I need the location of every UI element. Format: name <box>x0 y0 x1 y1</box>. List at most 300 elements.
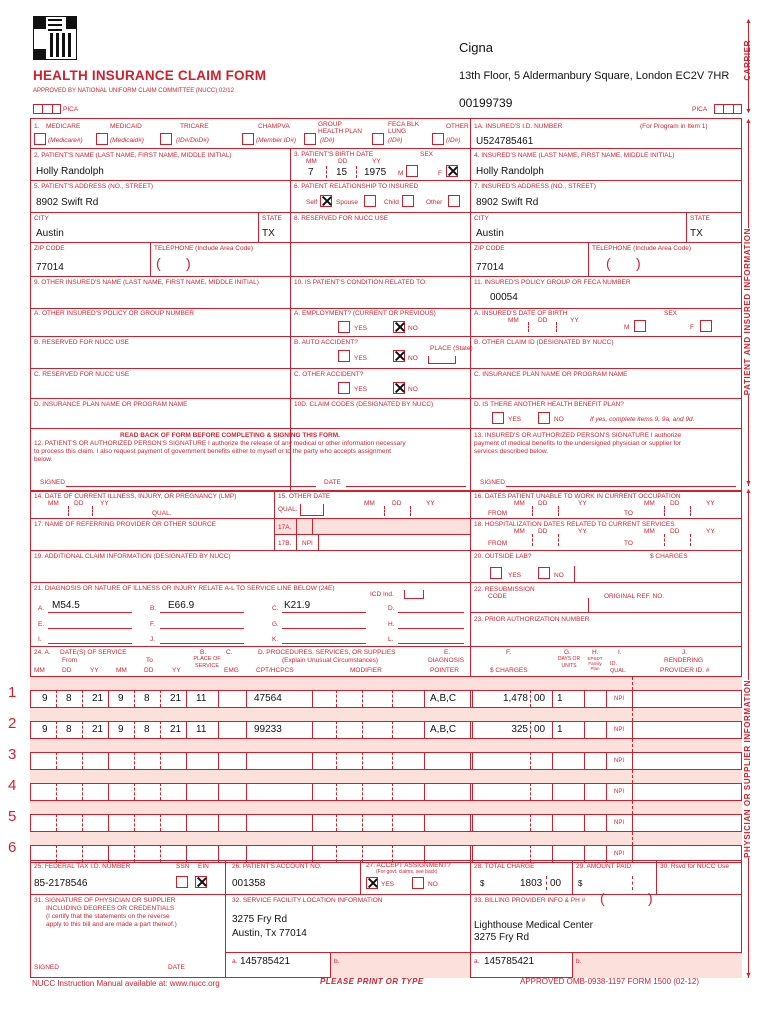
diag-code-b[interactable]: E66.9 <box>168 600 195 611</box>
accept-no-label: NO <box>428 881 438 888</box>
box11-label: 11. INSURED'S POLICY GROUP OR FECA NUMBER <box>474 279 631 286</box>
diag-letter-c: C. <box>272 605 279 612</box>
box11a-label: A. INSURED'S DATE OF BIRTH <box>474 310 568 317</box>
champva-label: CHAMPVA <box>258 123 290 130</box>
box7-zip-label: ZIP CODE <box>474 245 505 252</box>
box14-mm: MM <box>48 500 59 507</box>
physician-side-label: PHYSICIAN OR SUPPLIER INFORMATION <box>743 680 752 858</box>
box17a-label: 17A. <box>278 524 292 531</box>
box9d-label: D. INSURANCE PLAN NAME OR PROGRAM NAME <box>34 401 188 408</box>
box10b-label: B. AUTO ACCIDENT? <box>294 339 358 346</box>
b24-cpt-label: CPT/HCPCS <box>256 667 294 674</box>
box14-qual: QUAL. <box>152 510 172 517</box>
accept-yes-checkbox[interactable] <box>366 877 378 889</box>
box15-mm: MM <box>364 500 375 507</box>
birth-month-value[interactable]: 7 <box>308 167 314 178</box>
b24-c-label: C. <box>226 649 233 656</box>
other-checkbox[interactable] <box>432 133 444 145</box>
b24-provider-id-label: PROVIDER ID. # <box>660 667 710 674</box>
total-charge-cents[interactable]: 00 <box>550 878 562 889</box>
sex-female-checkbox[interactable] <box>446 165 458 177</box>
box18-label: 18. HOSPITALIZATION DATES RELATED TO CURRENT SERVICES <box>474 521 675 528</box>
rel-self-label: Self <box>306 199 318 206</box>
medicaid-checkbox[interactable] <box>96 133 108 145</box>
b24-diag-label: DIAGNOSIS <box>428 657 465 664</box>
patient-name-value[interactable]: Holly Randolph <box>36 166 104 177</box>
b24-yy1: YY <box>90 667 99 674</box>
other-accident-yes-label: YES <box>354 386 368 393</box>
b24-mm1: MM <box>34 667 45 674</box>
service-line-from-dd[interactable]: 8 <box>66 693 72 704</box>
b24-to-label: To <box>146 657 153 664</box>
other-accident-yes-checkbox[interactable] <box>338 382 350 394</box>
service-line-shaded-band <box>30 677 742 690</box>
auto-yes-label: YES <box>354 355 368 362</box>
box26-label: 26. PATIENT'S ACCOUNT NO. <box>232 863 322 870</box>
outside-lab-no-label: NO <box>554 572 564 579</box>
box16-dd2: DD <box>670 500 680 507</box>
box31-date: DATE <box>168 964 185 971</box>
b24-pointer-label: POINTER <box>430 667 459 674</box>
service-line-number: 1 <box>8 684 17 701</box>
insured-state-value[interactable]: TX <box>690 228 703 239</box>
box16-to: TO <box>624 510 633 517</box>
b24-rendering-label: RENDERING <box>664 657 704 664</box>
b24-i-label: I. <box>618 649 622 656</box>
box17b-npi: NPI <box>302 540 313 547</box>
box20-charges: $ CHARGES <box>650 553 688 560</box>
box33a-label: a. <box>474 958 480 965</box>
account-no-value[interactable]: 001358 <box>232 878 266 889</box>
b24-charges-label: $ CHARGES <box>490 667 528 674</box>
diag-letter-f: F. <box>150 621 156 628</box>
box15-dd: DD <box>392 500 402 507</box>
employment-no-checkbox[interactable] <box>393 321 405 333</box>
box3-mm: MM <box>306 158 317 165</box>
box28-dollar: $ <box>480 879 485 888</box>
service-line-shaded-band <box>30 801 742 814</box>
another-plan-no-label: NO <box>554 416 564 423</box>
carrier-label: CARRIER <box>743 40 752 81</box>
medicaid-sub: (Medicaid#) <box>110 137 144 144</box>
box1a-label: 1A. INSURED'S I.D. NUMBER <box>474 123 563 130</box>
box13-text1: 13. INSURED'S OR AUTHORIZED PERSON'S SIGNATURE I authorize <box>474 432 682 439</box>
box1-label: 1. <box>34 123 40 130</box>
patient-street-value[interactable]: 8902 Swift Rd <box>36 197 99 208</box>
box10a-label: A. EMPLOYMENT? (CURRENT OR PREVIOUS) <box>294 310 436 317</box>
auto-no-checkbox[interactable] <box>393 350 405 362</box>
box5-phone-label: TELEPHONE (Include Area Code) <box>154 245 253 252</box>
another-plan-yes-label: YES <box>508 416 522 423</box>
service-line-cpt[interactable]: 99233 <box>254 724 282 735</box>
other-sub: (ID#) <box>446 137 461 144</box>
birth-day-value[interactable]: 15 <box>336 167 348 178</box>
box8-label: 8. RESERVED FOR NUCC USE <box>294 215 389 222</box>
insured-female-checkbox[interactable] <box>700 320 712 332</box>
diag-letter-d: D. <box>388 605 395 612</box>
insured-phone-paren-close: ) <box>636 255 641 271</box>
box16-yy1: YY <box>578 500 587 507</box>
service-line-pointer[interactable]: A,B,C <box>430 724 457 735</box>
service-line-shaded-band <box>30 739 742 752</box>
box18-mm2: MM <box>644 528 655 535</box>
service-line-to-yy[interactable]: 21 <box>170 724 182 735</box>
billing-line2[interactable]: 3275 Fry Rd <box>474 932 530 943</box>
another-plan-note: If yes, complete items 9, 9a, and 9d. <box>590 416 695 423</box>
another-plan-no-checkbox[interactable] <box>538 412 550 424</box>
diag-letter-b: B. <box>150 605 157 612</box>
qr-code-icon <box>33 16 77 60</box>
please-print-text: PLEASE PRINT OR TYPE <box>320 977 424 986</box>
box20-label: 20. OUTSIDE LAB? <box>474 553 532 560</box>
pica-right-boxes <box>714 104 742 114</box>
patient-side-label: PATIENT AND INSURED INFORMATION <box>743 228 752 396</box>
service-line-from-mm[interactable]: 9 <box>42 693 48 704</box>
box25-label: 25. FEDERAL TAX I.D. NUMBER <box>34 863 131 870</box>
box15-label: 15. OTHER DATE <box>278 493 331 500</box>
service-line-number: 2 <box>8 715 17 732</box>
box1a-hint: (For Program in Item 1) <box>640 123 708 130</box>
accept-yes-label: YES <box>381 881 395 888</box>
diag-letter-k: K. <box>272 636 279 643</box>
service-line-units[interactable]: 1 <box>557 693 563 704</box>
box18-mm1: MM <box>514 528 525 535</box>
box31-signed: SIGNED <box>34 964 59 971</box>
service-line-cents[interactable]: 00 <box>534 724 546 735</box>
box4-label: 4. INSURED'S NAME (LAST NAME, FIRST NAME, MIDDLE INITIAL) <box>474 152 675 159</box>
service-line-pointer[interactable]: A,B,C <box>430 693 457 704</box>
box7-phone-label: TELEPHONE (Include Area Code) <box>592 245 691 252</box>
box18-dd1: DD <box>538 528 548 535</box>
b24-epsdt-label: EPSDT Family Plan <box>587 656 603 671</box>
employment-yes-checkbox[interactable] <box>338 321 350 333</box>
b24-dd2: DD <box>144 667 154 674</box>
box10c-label: C. OTHER ACCIDENT? <box>294 371 364 378</box>
feca-sub: (ID#) <box>388 137 403 144</box>
service-line-npi-label: NPI <box>614 820 625 826</box>
box11a-m: M <box>624 324 630 331</box>
payer-address: 13th Floor, 5 Aldermanbury Square, London EC2V 7HR <box>459 70 730 82</box>
service-line-number: 5 <box>8 808 17 825</box>
box22-code: CODE <box>488 593 507 600</box>
auto-yes-checkbox[interactable] <box>338 350 350 362</box>
billing-line1[interactable]: Lighthouse Medical Center <box>474 920 593 931</box>
other-label: OTHER <box>446 123 469 130</box>
service-line-from-dd[interactable]: 8 <box>66 724 72 735</box>
box3-m-label: M <box>398 170 404 177</box>
medicare-label: MEDICARE <box>46 123 81 130</box>
box3-f-label: F <box>438 170 442 177</box>
feca-label: FECA BLK LUNG <box>388 121 420 135</box>
service-line-from-yy[interactable]: 21 <box>92 693 104 704</box>
service-line-npi-label: NPI <box>614 727 625 733</box>
b24-a-label: 24. A. <box>34 649 51 656</box>
box33b-label: b. <box>576 958 582 965</box>
billing-npi-value[interactable]: 145785421 <box>484 956 535 967</box>
rel-child-label: Child <box>384 199 399 206</box>
patient-zip-value[interactable]: 77014 <box>36 262 64 273</box>
rel-spouse-label: Spouse <box>336 199 359 206</box>
service-line-pos[interactable]: 11 <box>196 724 207 735</box>
feca-checkbox[interactable] <box>372 133 384 145</box>
carrier-arrow-up-icon: ▲ <box>745 18 752 25</box>
patient-phone-paren-open: ( <box>156 255 161 271</box>
insured-name-value[interactable]: Holly Randolph <box>476 166 544 177</box>
box18-yy1: YY <box>578 528 587 535</box>
box7-state-label: STATE <box>690 215 710 222</box>
insured-male-checkbox[interactable] <box>634 320 646 332</box>
box3-label: 3. PATIENT'S BIRTH DATE <box>294 151 374 158</box>
service-line-npi-label: NPI <box>614 851 625 857</box>
champva-checkbox[interactable] <box>242 133 254 145</box>
box7-city-label: CITY <box>474 215 489 222</box>
box32b-label: b. <box>334 958 340 965</box>
facility-line2[interactable]: Austin, Tx 77014 <box>232 928 307 939</box>
service-line-cpt[interactable]: 47564 <box>254 693 282 704</box>
other-accident-no-label: NO <box>408 386 418 393</box>
box13-signed: SIGNED <box>480 479 505 486</box>
billing-phone-paren-open: ( <box>600 890 605 906</box>
pica-left-boxes <box>33 104 61 114</box>
rel-other-label: Other <box>426 199 443 206</box>
service-line-units[interactable]: 1 <box>557 724 563 735</box>
rel-child-checkbox[interactable] <box>402 195 414 207</box>
billing-phone-paren-close: ) <box>648 890 653 906</box>
payer-id: 00199739 <box>459 96 513 110</box>
champva-sub: (Member ID#) <box>256 137 297 144</box>
box16-label: 16. DATES PATIENT UNABLE TO WORK IN CURRENT OCCUPATION <box>474 493 681 500</box>
outside-lab-yes-checkbox[interactable] <box>490 567 502 579</box>
box17-label: 17. NAME OF REFERRING PROVIDER OR OTHER SOURCE <box>34 521 217 528</box>
box11a-sex: SEX <box>664 310 678 317</box>
box12-text1: 12. PATIENT'S OR AUTHORIZED PERSON'S SIGNATURE I authorize the release of any medical or other information necessary <box>34 440 406 447</box>
diag-letter-h: H. <box>388 621 395 628</box>
box6-label: 6. PATIENT RELATIONSHIP TO INSURED <box>294 183 419 190</box>
box5-city-label: CITY <box>34 215 49 222</box>
approved-omb-text: APPROVED OMB-0938-1197 FORM 1500 (02-12) <box>520 977 700 986</box>
service-line-cents[interactable]: 00 <box>534 693 546 704</box>
other-accident-no-checkbox[interactable] <box>393 382 405 394</box>
box16-dd1: DD <box>538 500 548 507</box>
box16-from: FROM <box>488 510 508 517</box>
b24-dd1: DD <box>62 667 72 674</box>
employment-yes-label: YES <box>354 325 368 332</box>
patient-arrow-up-icon: ▲ <box>745 118 752 125</box>
service-line-from-mm[interactable]: 9 <box>42 724 48 735</box>
box21-label: 21. DIAGNOSIS OR NATURE OF ILLNESS OR INJURY RELATE A-L TO SERVICE LINE BELOW (24E) <box>34 585 335 592</box>
diag-code-a[interactable]: M54.5 <box>52 600 80 611</box>
box10d-label: 10D. CLAIM CODES (DESIGNATED BY NUCC) <box>294 401 434 408</box>
box16-mm2: MM <box>644 500 655 507</box>
b24-e-label: E. <box>444 649 451 656</box>
box11c-label: C. INSURANCE PLAN NAME OR PROGRAM NAME <box>474 371 628 378</box>
box27-label: 27. ACCEPT ASSIGNMENT? <box>366 862 451 869</box>
box31-line1: 31. SIGNATURE OF PHYSICIAN OR SUPPLIER <box>34 897 176 904</box>
sex-male-checkbox[interactable] <box>406 165 418 177</box>
patient-state-value[interactable]: TX <box>262 228 275 239</box>
another-plan-yes-checkbox[interactable] <box>492 412 504 424</box>
insured-group-value[interactable]: 00054 <box>490 292 518 303</box>
diag-letter-g: G. <box>272 621 279 628</box>
box25-ein: EIN <box>198 863 209 870</box>
b24-j-label: J. <box>682 649 688 656</box>
patient-arrow-down-icon: ▼ <box>745 480 752 487</box>
service-line-shaded-band <box>30 708 742 721</box>
physician-arrow-up-icon: ▲ <box>745 488 752 495</box>
service-line-from-yy[interactable]: 21 <box>92 724 104 735</box>
service-line-to-dd[interactable]: 8 <box>144 693 150 704</box>
service-line-npi-label: NPI <box>614 789 625 795</box>
diag-letter-a: A. <box>38 605 45 612</box>
pica-right-label: PICA <box>692 106 708 113</box>
box12-signed: SIGNED <box>40 479 65 486</box>
box32a-label: a. <box>232 958 238 965</box>
box14-label: 14. DATE OF CURRENT ILLNESS, INJURY, OR PREGNANCY (LMP) <box>34 493 237 500</box>
medicare-sub: (Medicare#) <box>48 137 83 144</box>
service-line-number: 6 <box>8 839 17 856</box>
box12-text2: to process this claim. I also request payment of government benefits either to myself or to the party who accepts assignment <box>34 448 391 455</box>
insured-phone-paren-open: ( <box>606 255 611 271</box>
box11a-yy: YY <box>570 317 579 324</box>
box32-label: 32. SERVICE FACILITY LOCATION INFORMATION <box>232 897 383 904</box>
service-line-to-dd[interactable]: 8 <box>144 724 150 735</box>
insured-id-value[interactable]: U524785461 <box>476 136 534 147</box>
rel-other-checkbox[interactable] <box>448 195 460 207</box>
auto-no-label: NO <box>408 355 418 362</box>
box29-dollar: $ <box>578 879 583 888</box>
service-line-to-mm[interactable]: 9 <box>118 724 124 735</box>
b24-modifier-label: MODIFIER <box>350 667 382 674</box>
box16-yy2: YY <box>706 500 715 507</box>
facility-line1[interactable]: 3275 Fry Rd <box>232 914 288 925</box>
box9a-label: A. OTHER INSURED'S POLICY OR GROUP NUMBER <box>34 310 194 317</box>
box9-label: 9. OTHER INSURED'S NAME (LAST NAME, FIRST NAME, MIDDLE INITIAL) <box>34 279 259 286</box>
box30-label: 30. Rsvd for NUCC Use <box>660 863 729 870</box>
payer-name: Cigna <box>459 40 493 55</box>
form-title: HEALTH INSURANCE CLAIM FORM <box>33 68 267 83</box>
pica-left-label: PICA <box>63 106 79 113</box>
b24-emg-label: EMG <box>224 667 239 674</box>
b24-idqual-label: ID. QUAL. <box>610 661 627 674</box>
box7-label: 7. INSURED'S ADDRESS (NO., STREET) <box>474 183 596 190</box>
birth-year-value[interactable]: 1975 <box>364 167 387 178</box>
box19-label: 19. ADDITIONAL CLAIM INFORMATION (DESIGNATED BY NUCC) <box>34 553 231 560</box>
medicaid-label: MEDICAID <box>110 123 142 130</box>
tricare-checkbox[interactable] <box>160 133 172 145</box>
diag-letter-i: I. <box>38 636 42 643</box>
approved-by-text: APPROVED BY NATIONAL UNIFORM CLAIM COMMITTEE (NUCC) 02/12 <box>33 88 234 94</box>
rel-spouse-checkbox[interactable] <box>364 195 376 207</box>
ssn-checkbox[interactable] <box>176 876 188 888</box>
box18-dd2: DD <box>670 528 680 535</box>
insured-city-value[interactable]: Austin <box>476 228 504 239</box>
b24-d2-label: (Explain Unusual Circumstances) <box>282 657 379 664</box>
b24-h-label: H. <box>592 649 599 656</box>
read-back-notice: READ BACK OF FORM BEFORE COMPLETING & SIGNING THIS FORM. <box>120 432 340 439</box>
nucc-manual-text: NUCC Instruction Manual available at: www.nucc.org <box>32 979 220 988</box>
outside-lab-yes-label: YES <box>508 572 522 579</box>
facility-npi-value[interactable]: 145785421 <box>240 956 291 967</box>
b24-f-label: F. <box>506 649 512 656</box>
physician-arrow-down-icon: ▼ <box>745 972 752 979</box>
total-charge-value[interactable]: 1803 <box>520 878 543 889</box>
accept-no-checkbox[interactable] <box>412 877 424 889</box>
box16-mm1: MM <box>514 500 525 507</box>
service-line-shaded-band <box>30 832 742 845</box>
tax-id-value[interactable]: 85-2178546 <box>34 878 88 889</box>
b24-units-label: DAYS OR UNITS <box>557 656 581 669</box>
box14-dd: DD <box>74 500 84 507</box>
b24-b-label: B. <box>200 649 207 656</box>
group-sub: (ID#) <box>320 137 335 144</box>
box18-to: TO <box>624 540 633 547</box>
diag-code-c[interactable]: K21.9 <box>284 600 311 611</box>
box14-yy: YY <box>100 500 109 507</box>
group-label: GROUP HEALTH PLAN <box>318 121 362 135</box>
tricare-sub: (ID#/DoD#) <box>176 137 209 144</box>
diag-letter-l: L. <box>388 636 394 643</box>
box11d-label: D. IS THERE ANOTHER HEALTH BENEFIT PLAN? <box>474 401 624 408</box>
box3-yy: YY <box>372 158 381 165</box>
rel-self-checkbox[interactable] <box>320 195 332 207</box>
box13-text2: payment of medical benefits to the undersigned physician or supplier for <box>474 440 682 447</box>
medicare-checkbox[interactable] <box>34 133 46 145</box>
box9c-label: C. RESERVED FOR NUCC USE <box>34 371 130 378</box>
box11a-mm: MM <box>508 317 519 324</box>
ein-checkbox[interactable] <box>195 876 207 888</box>
service-line-to-mm[interactable]: 9 <box>118 693 124 704</box>
box3-sex-label: SEX <box>420 151 434 158</box>
service-line-to-yy[interactable]: 21 <box>170 693 182 704</box>
box9b-label: B. RESERVED FOR NUCC USE <box>34 339 129 346</box>
box22-orig: ORIGINAL REF. NO. <box>604 593 665 600</box>
outside-lab-no-checkbox[interactable] <box>538 567 550 579</box>
insured-street-value[interactable]: 8902 Swift Rd <box>476 197 539 208</box>
box31-line3: (I certify that the statements on the reverse <box>46 913 170 920</box>
patient-city-value[interactable]: Austin <box>36 228 64 239</box>
place-state-field[interactable] <box>428 356 456 364</box>
box13-text3: services described below. <box>474 448 549 455</box>
box17b-label: 17B. <box>278 540 292 547</box>
box5-state-label: STATE <box>262 215 282 222</box>
tricare-label: TRICARE <box>180 123 209 130</box>
diag-letter-e: E. <box>38 621 45 628</box>
carrier-arrow-down-icon: ▼ <box>745 108 752 115</box>
service-line-charges[interactable]: 325 <box>511 724 528 735</box>
box22-label: 22. RESUBMISSION <box>474 586 535 593</box>
box11b-label: B. OTHER CLAIM ID (DESIGNATED BY NUCC) <box>474 339 614 346</box>
box12-text3: below. <box>34 456 53 463</box>
box15-yy: YY <box>426 500 435 507</box>
service-line-number: 3 <box>8 746 17 763</box>
service-line-charges[interactable]: 1,478 <box>502 693 528 704</box>
patient-phone-paren-close: ) <box>186 255 191 271</box>
box33-label: 33. BILLING PROVIDER INFO & PH # <box>474 897 586 904</box>
box21-icd: ICD Ind. <box>370 591 394 598</box>
box31-line4: apply to this bill and are made a part thereof.) <box>46 921 177 928</box>
box11a-f: F <box>690 324 694 331</box>
b24-mm2: MM <box>116 667 127 674</box>
b24-yy2: YY <box>172 667 181 674</box>
box12-date: DATE <box>324 479 341 486</box>
group-checkbox[interactable] <box>304 133 316 145</box>
box10b-place: PLACE (State) <box>430 345 473 352</box>
insured-zip-value[interactable]: 77014 <box>476 262 504 273</box>
box18-from: FROM <box>488 540 508 547</box>
box29-label: 29. AMOUNT PAID <box>576 863 632 870</box>
service-line-pos[interactable]: 11 <box>196 693 207 704</box>
b24-pos-label: PLACE OF SERVICE <box>193 656 221 669</box>
